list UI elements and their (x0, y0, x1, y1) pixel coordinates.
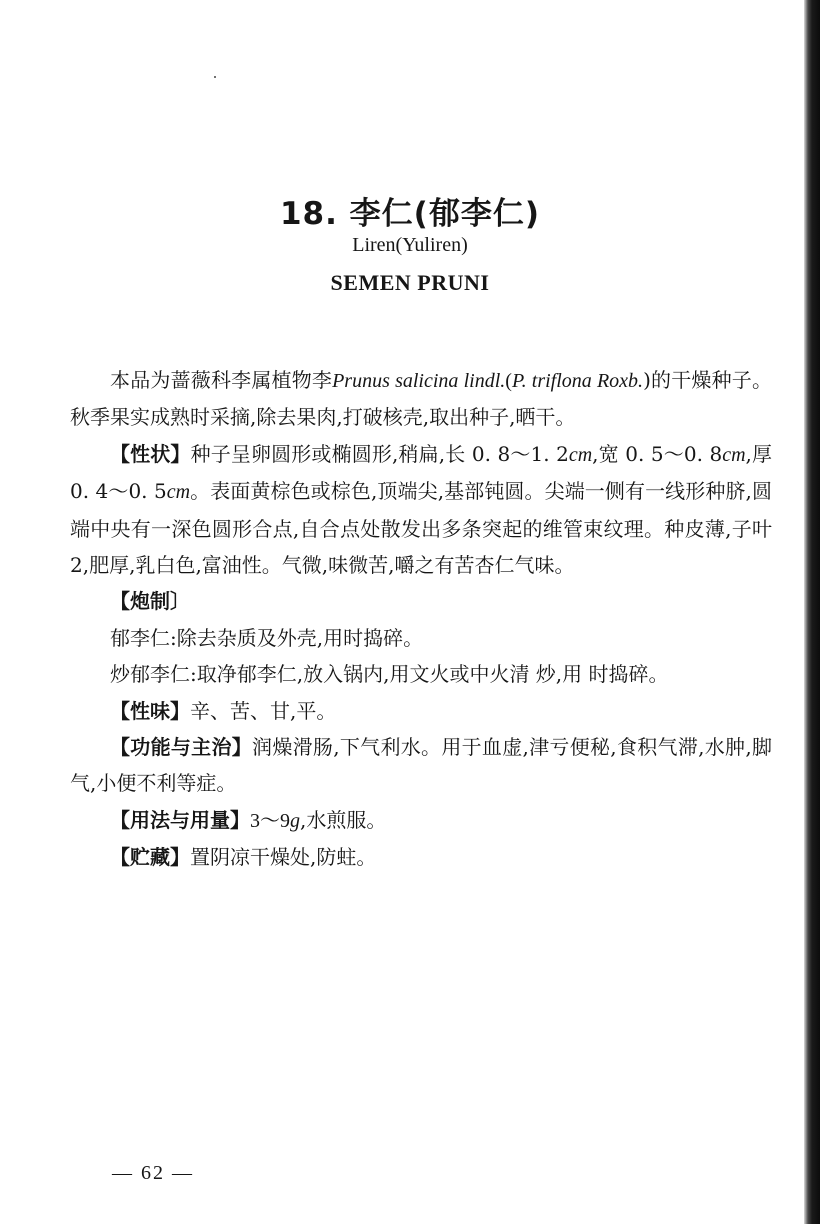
dosage-paragraph (70, 802, 772, 839)
functions-text: 润燥滑肠,下气利水。用于血虚,津亏便秘,食积气滞,水肿,脚气,小便不利等症。 (70, 735, 772, 796)
character-text-1: 种子呈卵圆形或椭圆形,稍扁,长 0. 8～1. 2 (190, 441, 569, 466)
storage-paragraph (70, 839, 772, 875)
character-text-3: ,厚 0. 4～0. 5 (70, 441, 773, 504)
character-text-4: 。表面黄棕色或棕色,顶端尖,基部钝圆。尖端一侧有一线形种脐,圆端中央有一深色圆形合点,自合点处散发出多条突起的维管束纹理。种皮薄,子叶 2,肥厚,乳白色,富油性。气微,味微苦,嚼之有苦杏仁气味。 (70, 479, 772, 578)
species-name: Prunus salicina lindl. (332, 370, 506, 392)
source-paragraph (70, 362, 772, 436)
scan-speck (214, 76, 216, 78)
nature-text: 辛、苦、甘,平。 (190, 698, 337, 723)
synonym-open: ( (505, 370, 512, 392)
source-pre: 本品为蔷薇科李属植物李 (110, 368, 333, 392)
entry-body (70, 362, 772, 876)
scan-binding-edge (804, 0, 820, 1224)
character-heading: 【性状】 (110, 441, 191, 466)
character-text-2: ,宽 0. 5～0. 8 (592, 441, 723, 466)
processing-heading: 【炮制〕 (110, 589, 190, 614)
character-unit-3: cm (166, 481, 191, 504)
processing-item-2: 炒郁李仁:取净郁李仁,放入锅内,用文火或中火清 炒,用 时捣碎。 (110, 662, 669, 687)
entry-title-pinyin: Liren(Yuliren) (352, 234, 468, 256)
character-unit-1: cm (568, 443, 593, 466)
dosage-unit: g (290, 809, 300, 832)
nature-paragraph (70, 693, 772, 729)
character-unit-2: cm (722, 443, 746, 466)
functions-paragraph (70, 729, 772, 802)
functions-heading: 【功能与主治】 (110, 735, 253, 760)
nature-heading: 【性味】 (110, 698, 190, 723)
character-paragraph (70, 436, 772, 584)
storage-heading: 【贮藏】 (110, 845, 190, 870)
entry-title-latin: SEMEN PRUNI (330, 270, 490, 295)
processing-item-1: 郁李仁:除去杂质及外壳,用时捣碎。 (110, 625, 424, 650)
storage-text: 置阴凉干燥处,防蛀。 (190, 845, 377, 870)
dosage-method: ,水煎服。 (300, 807, 387, 832)
processing-heading-line (70, 583, 772, 619)
source-post: )的干燥种子。秋季果实成熟时采摘,除去果肉,打破核壳,取出种子,晒干。 (70, 368, 772, 430)
entry-title-chinese: 18. 李仁(郁李仁) (279, 196, 541, 232)
synonym-name: P. triflona Roxb. (511, 370, 644, 392)
dosage-range: 3～9 (250, 809, 290, 832)
dosage-heading: 【用法与用量】 (110, 807, 250, 832)
page-number: — 62 — (112, 1162, 194, 1184)
